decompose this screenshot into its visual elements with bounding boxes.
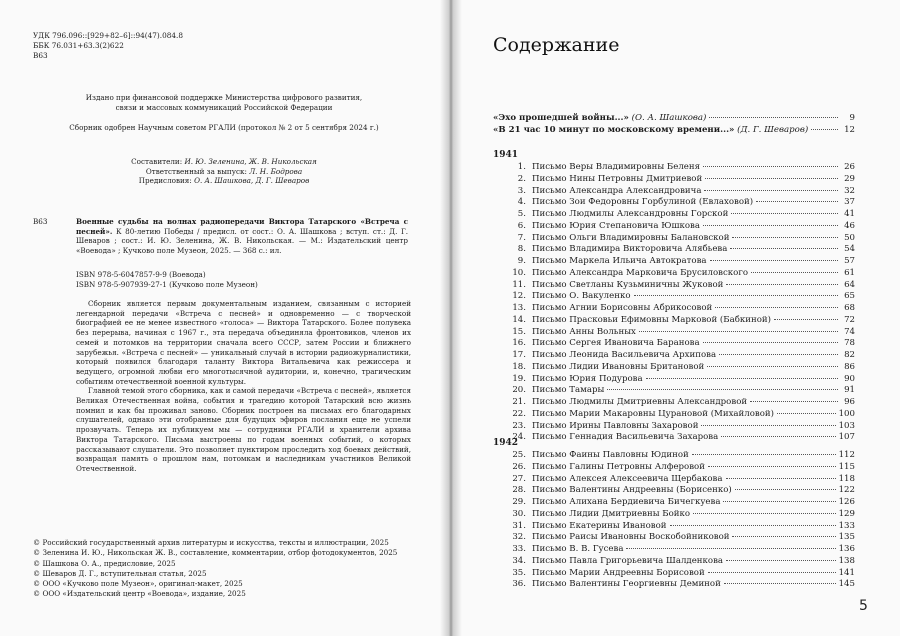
- toc-entry[interactable]: [493, 197, 855, 209]
- entry-number: 28.: [512, 485, 526, 496]
- toc-entry[interactable]: [493, 350, 855, 362]
- entry-title: Письмо Алихана Бердиевича Бичегкуева: [532, 497, 721, 507]
- entry-number: 11.: [512, 279, 526, 290]
- udk-code: УДК 796.096::[929+82–6]::94(47).084.8: [33, 31, 183, 40]
- entry-title: Письмо Веры Владимировны Беленя: [532, 162, 701, 172]
- isbn-line: ISBN 978-5-6047857-9-9 (Воевода): [76, 270, 206, 279]
- entry-title: Письмо Валентины Георгиевны Деминой: [532, 579, 721, 590]
- toc-section-1942: [493, 436, 855, 591]
- entry-number: 36.: [512, 579, 526, 590]
- toc-entry[interactable]: [493, 579, 855, 591]
- dot-leader: [639, 331, 838, 332]
- entry-number: 31.: [512, 520, 526, 531]
- book-title: Военные судьбы на волнах радиопередачи Виктора Татарского «Встреча с песней».: [76, 217, 408, 236]
- section-year: 1941: [493, 150, 519, 160]
- dot-leader: [670, 525, 836, 526]
- entry-number: 3.: [517, 185, 526, 196]
- biblio-code: В63: [33, 217, 48, 226]
- toc-entry[interactable]: [493, 162, 855, 174]
- bbk-code: ББК 76.031+63.3(2)622: [33, 41, 124, 50]
- entry-number: 4.: [517, 197, 526, 208]
- entry-page: 74: [844, 326, 855, 337]
- dot-leader: [707, 366, 838, 367]
- entry-title: Письмо Марии Макаровны Цурановой (Михайловой): [532, 408, 774, 419]
- dot-leader: [730, 248, 838, 249]
- isbn-block: [76, 270, 258, 289]
- entry-number: 18.: [512, 361, 526, 372]
- entry-title: Письмо Екатерины Ивановой: [532, 520, 667, 531]
- entry-title: Письмо Геннадия Васильевича Захарова: [532, 432, 719, 443]
- entry-page: 122: [838, 485, 855, 496]
- toc-entry[interactable]: [493, 338, 855, 350]
- entry-title: Письмо Прасковьи Ефимовны Марковой (Бабкиной): [532, 314, 771, 325]
- entry-page: 112: [838, 450, 855, 460]
- credit-line: Ответственный за выпуск: Л. Н. Бодрова: [145, 166, 303, 176]
- entry-page: 91: [844, 385, 855, 396]
- toc-entry[interactable]: [493, 474, 855, 486]
- entry-page: 115: [838, 461, 855, 472]
- entry-page: 72: [844, 314, 855, 325]
- entry-number: 2.: [517, 173, 526, 184]
- entry-page: 90: [844, 373, 855, 384]
- annotation-paragraph: Главной темой этого сборника, как и самой передачи «Встреча с песней», является Великая Отечественная война, события и трагедию которой Татарский всю жизнь помнил и как бы проживал заново. Сборник построен на письмах его благодарных слушателей, однако эти отобранные для будущих эфиров послания еще не успели прозвучать. Теперь их публикуем мы — сотрудники РГАЛИ и хранители архива Виктора Татарского. Письма выстроены по годам военных событий, о которых рассказывают слушатели. Это позволяет пунктиром проследить ход боевых действий, возвращая память о прошлом нам, потомкам и наследникам участников Великой Отечественной.: [76, 386, 411, 473]
- entry-page: 100: [838, 408, 855, 419]
- entry-number: 9.: [517, 256, 526, 266]
- dot-leader: [726, 560, 836, 561]
- entry-title: Письмо Анны Вольных: [532, 326, 636, 337]
- entry-page: 138: [838, 555, 855, 566]
- section-year: 1942: [493, 438, 519, 448]
- entry-page: 136: [838, 544, 855, 554]
- entry-number: 10.: [512, 267, 526, 278]
- toc-entry[interactable]: [493, 315, 855, 327]
- toc-title: Содержание: [493, 34, 620, 56]
- toc-entry[interactable]: [493, 385, 855, 397]
- publisher-note: Издано при финансовой поддержке Министерства цифрового развития, связи и массовых коммуникаций Российской Федерации: [85, 93, 363, 112]
- entry-number: 17.: [512, 350, 526, 360]
- entry-page: 129: [838, 508, 855, 519]
- dot-leader: [646, 378, 838, 379]
- dot-leader: [750, 401, 838, 402]
- dot-leader: [732, 536, 835, 537]
- toc-entry[interactable]: [493, 244, 855, 256]
- toc-entry[interactable]: [493, 462, 855, 474]
- toc-entry[interactable]: [493, 544, 855, 556]
- entry-number: 19.: [512, 373, 526, 384]
- catalog-codes: [33, 31, 183, 61]
- approval-note: Сборник одобрен Научным советом РГАЛИ (протокол № 2 от 5 сентября 2024 г.): [69, 123, 379, 132]
- toc-entry[interactable]: [493, 303, 855, 315]
- entry-title: Письмо Зои Федоровны Горбулиной (Евлаховой): [532, 197, 754, 208]
- toc-entry[interactable]: [493, 374, 855, 386]
- entry-page: 29: [844, 173, 855, 184]
- toc-entry[interactable]: [493, 421, 855, 433]
- entry-title: Письмо Ирины Павловны Захаровой: [532, 420, 699, 431]
- entry-title: Письмо Ольги Владимировны Балановской: [532, 232, 730, 243]
- entry-title: Письмо Фаины Павловны Юдиной: [532, 450, 689, 460]
- dot-leader: [708, 466, 836, 467]
- copyright-block: © Российский государственный архив литературы и искусства, тексты и иллюстрации, 2025 © Зеленина И. Ю., Никольская Ж. В., составление, комментарии, отбор фотодокументов, 2025 © Шашкова О. А., предисловие, 2025 © Шеваров Д. Г., вступительная статья, 2025 © ООО «Кучково поле Музеон», оригинал-макет, 2025 © ООО «Издательский центр «Воевода», издание, 2025: [33, 538, 398, 599]
- entry-title: Письмо Юрия Степановича Юшкова: [532, 220, 700, 231]
- entry-title: Письмо Лидии Ивановны Британовой: [532, 361, 705, 372]
- entry-number: 13.: [512, 303, 526, 313]
- dot-leader: [731, 213, 838, 214]
- dot-leader: [705, 178, 838, 179]
- entry-number: 26.: [512, 461, 526, 472]
- credit-line: Составители: И. Ю. Зеленина, Ж. В. Никольская: [131, 157, 317, 166]
- entry-title: Письмо Алексея Алексеевича Щербакова: [532, 473, 723, 484]
- entry-number: 7.: [517, 232, 526, 243]
- toc-entry[interactable]: [493, 497, 855, 509]
- entry-title: Письмо Александра Александровича: [532, 185, 702, 196]
- entry-page: 50: [844, 232, 855, 243]
- dot-leader: [735, 489, 836, 490]
- entry-title: Письмо Валентины Андреевны (Борисенко): [532, 485, 732, 496]
- entry-page: 46: [844, 220, 855, 231]
- dot-leader: [703, 166, 838, 167]
- entry-title: Письмо Людмилы Дмитриевны Александровой: [532, 397, 748, 407]
- dot-leader: [774, 319, 838, 320]
- entry-title: Письмо Людмилы Александровны Горской: [532, 209, 729, 219]
- entry-title: Письмо Галины Петровны Алферовой: [532, 461, 705, 472]
- dot-leader: [693, 513, 836, 514]
- dot-leader: [701, 425, 835, 426]
- entry-page: 96: [844, 397, 855, 407]
- entry-number: 35.: [512, 567, 526, 578]
- dot-leader: [719, 354, 838, 355]
- entry-title: Письмо Александра Марковича Брусиловского: [532, 267, 749, 278]
- toc-entry[interactable]: [493, 509, 855, 521]
- entry-number: 14.: [512, 314, 526, 325]
- entry-title: Письмо Раисы Ивановны Воскобойниковой: [532, 532, 730, 543]
- entry-number: 15.: [512, 326, 526, 337]
- toc-intro: [493, 113, 855, 137]
- toc-entry[interactable]: [493, 568, 855, 580]
- entry-title: Письмо Марии Андреевны Борисовой: [532, 567, 705, 578]
- toc-entry[interactable]: «В 21 час 10 минут по московскому времени...» (Д. Г. Шеваров) 12: [493, 124, 855, 135]
- entry-number: 25.: [512, 450, 526, 460]
- entry-number: 23.: [512, 420, 526, 431]
- entry-title: Письмо Тамары: [532, 385, 605, 396]
- entry-page: 118: [838, 473, 855, 484]
- toc-section-1941: [493, 148, 855, 444]
- dot-leader: [607, 389, 838, 390]
- toc-entry[interactable]: [493, 397, 855, 409]
- toc-entry[interactable]: [493, 485, 855, 497]
- entry-page: 68: [844, 303, 855, 313]
- entry-title: Письмо Владимира Викторовича Алябьева: [532, 244, 728, 255]
- entry-page: 61: [844, 267, 855, 278]
- entry-title: Письмо Павла Григорьевича Шалденкова: [532, 555, 724, 566]
- toc-entry[interactable]: [493, 327, 855, 339]
- toc-entry[interactable]: [493, 362, 855, 374]
- toc-entry[interactable]: [493, 186, 855, 198]
- entry-number: 33.: [512, 544, 526, 554]
- entry-page: 65: [844, 291, 855, 302]
- entry-page: 82: [844, 350, 855, 360]
- annotation: [76, 299, 411, 474]
- isbn-line: ISBN 978-5-907939-27-1 (Кучково поле Музеон): [76, 279, 258, 289]
- dot-leader: [704, 190, 838, 191]
- entry-page: 126: [838, 497, 855, 507]
- entry-title: Письмо Светланы Кузьминичны Жуковой: [532, 279, 724, 290]
- biblio-details: К 80-летию Победы / предисл. от сост.: О. А. Шашкова ; вступ. ст.: Д. Г. Шеваров ; сост.: И. Ю. Зеленина, Ж. В. Никольская. — М.: Издательский центр «Воевода» ; Кучково поле Музеон, 2025. — 368 с.: ил.: [76, 226, 408, 256]
- entry-number: 34.: [512, 555, 526, 566]
- entry-page: 64: [844, 279, 855, 290]
- dot-leader: [751, 272, 838, 273]
- book-gutter: [440, 0, 462, 636]
- dot-leader: [715, 307, 838, 308]
- dot-leader: [692, 454, 836, 455]
- entry-page: 26: [844, 162, 855, 172]
- dot-leader: [710, 260, 838, 261]
- entry-number: 32.: [512, 532, 526, 543]
- entry-page: 37: [844, 197, 855, 208]
- entry-title: Письмо В. В. Гусева: [532, 544, 624, 554]
- dot-leader: [703, 342, 838, 343]
- toc-entry[interactable]: [493, 450, 855, 462]
- dot-leader: [777, 413, 836, 414]
- entry-number: 24.: [512, 432, 526, 443]
- bibliographic-record: [33, 217, 408, 256]
- entry-number: 27.: [512, 473, 526, 484]
- toc-entry[interactable]: [493, 556, 855, 568]
- entry-page: 145: [838, 579, 855, 590]
- toc-entry[interactable]: [493, 233, 855, 245]
- toc-entry[interactable]: [493, 409, 855, 421]
- entry-page: 141: [838, 567, 855, 578]
- entry-page: 86: [844, 361, 855, 372]
- entry-page: 54: [844, 244, 855, 255]
- toc-entry[interactable]: [493, 291, 855, 303]
- entry-page: 133: [838, 520, 855, 531]
- entry-title: Письмо Маркела Ильича Автократова: [532, 256, 707, 266]
- page-number: 5: [859, 598, 868, 614]
- entry-title: Письмо Юрия Подурова: [532, 373, 643, 384]
- toc-entry[interactable]: «Эхо прошедшей войны...» (О. А. Шашкова) 9: [493, 113, 855, 123]
- entry-number: 1.: [517, 162, 526, 172]
- dot-leader: [634, 295, 839, 296]
- dot-leader: [708, 572, 836, 573]
- entry-number: 30.: [512, 508, 526, 519]
- dot-leader: [703, 225, 838, 226]
- entry-number: 12.: [512, 291, 526, 302]
- toc-entry[interactable]: [493, 221, 855, 233]
- dot-leader: [724, 583, 836, 584]
- entry-page: 135: [838, 532, 855, 543]
- author-mark: В63: [33, 51, 48, 60]
- annotation-paragraph: Сборник является первым документальным изданием, связанным с историей легендарной передачи «Встреча с песней» и одновременно — с творческой биографией ее не менее известного «голоса» — Виктора Татарского. Более полувека без перерыва, начиная с 1967 г., эта передача объединяла фронтовиков, членов их семей и потомков на территории сначала всего СССР, затем России и ближнего зарубежья. «Встреча с песней» — уникальный случай в истории радиожурналистики, который появился благодаря таланту Виктора Витальевича как режиссера и ведущего, огромной любви его многотысячной аудитории, и, конечно, трагическим событиям отечественной военной культуры.: [76, 299, 411, 386]
- entry-page: 103: [838, 420, 855, 431]
- entry-number: 29.: [512, 497, 526, 507]
- entry-number: 8.: [517, 244, 526, 255]
- entry-title: Письмо О. Вакуленко: [532, 291, 631, 302]
- credit-line: Предисловия: О. А. Шашкова, Д. Г. Шеваров: [138, 176, 310, 186]
- dot-leader: [756, 201, 838, 202]
- dot-leader: [726, 478, 836, 479]
- entry-number: 22.: [512, 408, 526, 419]
- entry-page: 78: [844, 338, 855, 349]
- credits: [0, 157, 448, 186]
- toc-entry[interactable]: [493, 280, 855, 292]
- entry-number: 16.: [512, 338, 526, 349]
- toc-entry[interactable]: [493, 532, 855, 544]
- entry-page: 57: [844, 256, 855, 266]
- dot-leader: [726, 284, 838, 285]
- entry-page: 32: [844, 185, 855, 196]
- entry-number: 21.: [512, 397, 526, 407]
- entry-page: 41: [844, 209, 855, 219]
- entry-number: 5.: [517, 209, 526, 219]
- dot-leader: [732, 237, 838, 238]
- entry-number: 20.: [512, 385, 526, 396]
- entry-title: Письмо Нины Петровны Дмитриевой: [532, 173, 703, 184]
- entry-title: Письмо Агнии Борисовны Абрикосовой: [532, 303, 713, 313]
- left-page: [0, 0, 448, 636]
- toc-entry[interactable]: [493, 268, 855, 280]
- dot-leader: [723, 501, 835, 502]
- dot-leader: [626, 548, 835, 549]
- entry-title: Письмо Сергея Ивановича Баранова: [532, 338, 700, 349]
- toc-entry[interactable]: [493, 209, 855, 221]
- right-page: [455, 0, 900, 636]
- entry-title: Письмо Лидии Дмитриевны Бойко: [532, 508, 691, 519]
- toc-entry[interactable]: [493, 174, 855, 186]
- entry-page: 107: [838, 432, 855, 443]
- entry-number: 6.: [517, 220, 526, 231]
- entry-title: Письмо Леонида Васильевича Архипова: [532, 350, 717, 360]
- toc-entry[interactable]: [493, 256, 855, 268]
- toc-entry[interactable]: [493, 521, 855, 533]
